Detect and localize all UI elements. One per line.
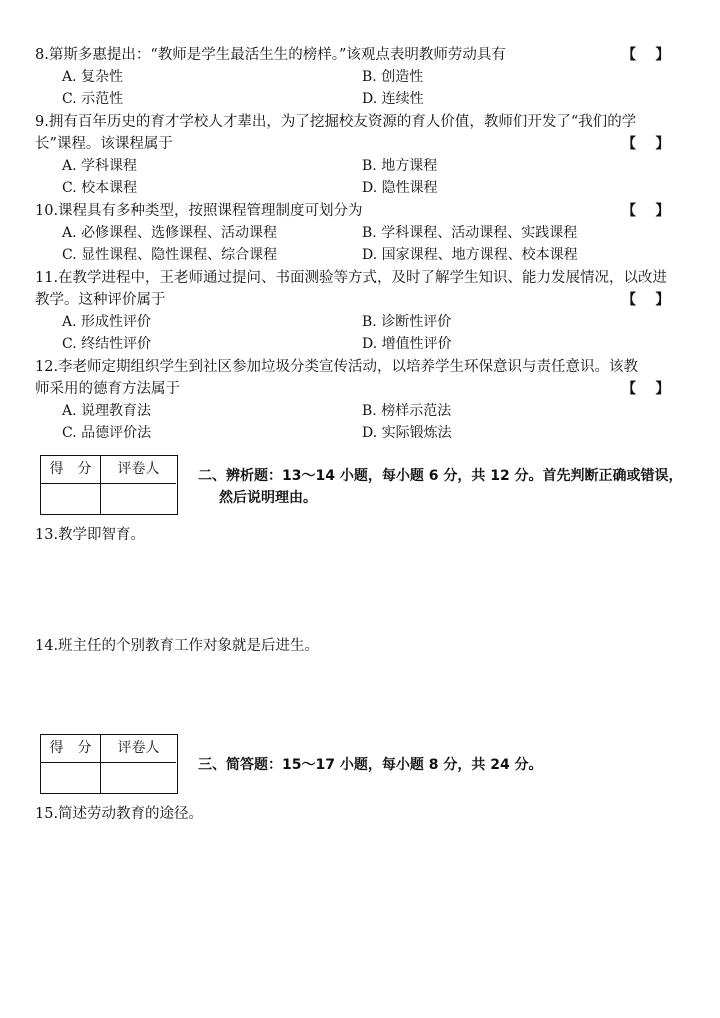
score-label: 得 分: [41, 456, 101, 484]
question-stem: 11.在教学进程中，王老师通过提问、书面测验等方式，及时了解学生知识、能力发展情况，以改进: [35, 270, 668, 286]
score-cell[interactable]: [41, 763, 101, 793]
option-c: C. 品德评价法: [62, 425, 152, 441]
option-b: B. 创造性: [362, 69, 424, 85]
option-d: D. 国家课程、地方课程、校本课程: [362, 247, 578, 263]
question-stem: 10.课程具有多种类型，按照课程管理制度可划分为: [35, 203, 363, 219]
option-c: C. 校本课程: [62, 180, 138, 196]
answer-bracket: 【 】: [622, 292, 670, 308]
grader-label: 评卷人: [101, 735, 176, 763]
answer-bracket: 【 】: [622, 136, 670, 152]
answer-bracket: 【 】: [622, 203, 670, 219]
question-stem-cont: 长”课程。该课程属于: [35, 136, 173, 152]
answer-bracket: 【 】: [622, 381, 670, 397]
option-b: B. 学科课程、活动课程、实践课程: [362, 225, 578, 241]
question-stem-cont: 教学。这种评价属于: [35, 292, 166, 308]
question-13: 13.教学即智育。: [35, 527, 146, 543]
question-stem: 8.第斯多惠提出：“教师是学生最活生生的榜样。”该观点表明教师劳动具有: [35, 47, 506, 63]
option-a: A. 复杂性: [62, 69, 124, 85]
question-stem-cont: 师采用的德育方法属于: [35, 381, 180, 397]
option-d: D. 隐性课程: [362, 180, 438, 196]
score-cell[interactable]: [41, 484, 101, 514]
option-b: B. 榜样示范法: [362, 403, 452, 419]
option-a: A. 必修课程、选修课程、活动课程: [62, 225, 278, 241]
option-d: D. 增值性评价: [362, 336, 452, 352]
question-stem: 12.李老师定期组织学生到社区参加垃圾分类宣传活动，以培养学生环保意识与责任意识。该教: [35, 359, 639, 375]
section-3-heading: 三、简答题：15～17 小题，每小题 8 分，共 24 分。: [198, 757, 543, 773]
question-stem: 9.拥有百年历史的育才学校人才辈出，为了挖掘校友资源的育人价值，教师们开发了“我们的学: [35, 114, 637, 130]
score-label: 得 分: [41, 735, 101, 763]
answer-bracket: 【 】: [622, 47, 670, 63]
option-a: A. 学科课程: [62, 158, 138, 174]
grader-label: 评卷人: [101, 456, 176, 484]
score-box: [40, 455, 178, 515]
score-box: [40, 734, 178, 794]
option-b: B. 诊断性评价: [362, 314, 452, 330]
option-a: A. 说理教育法: [62, 403, 152, 419]
question-14: 14.班主任的个别教育工作对象就是后进生。: [35, 638, 320, 654]
section-2-heading: 二、辨析题：13～14 小题，每小题 6 分，共 12 分。首先判断正确或错误，: [198, 468, 683, 484]
option-c: C. 示范性: [62, 91, 124, 107]
section-2-heading-cont: 然后说明理由。: [219, 490, 317, 506]
option-b: B. 地方课程: [362, 158, 438, 174]
option-c: C. 显性课程、隐性课程、综合课程: [62, 247, 278, 263]
question-15: 15.简述劳动教育的途径。: [35, 806, 204, 822]
grader-cell[interactable]: [101, 484, 176, 514]
option-d: D. 实际锻炼法: [362, 425, 452, 441]
option-d: D. 连续性: [362, 91, 424, 107]
option-a: A. 形成性评价: [62, 314, 152, 330]
grader-cell[interactable]: [101, 763, 176, 793]
option-c: C. 终结性评价: [62, 336, 152, 352]
